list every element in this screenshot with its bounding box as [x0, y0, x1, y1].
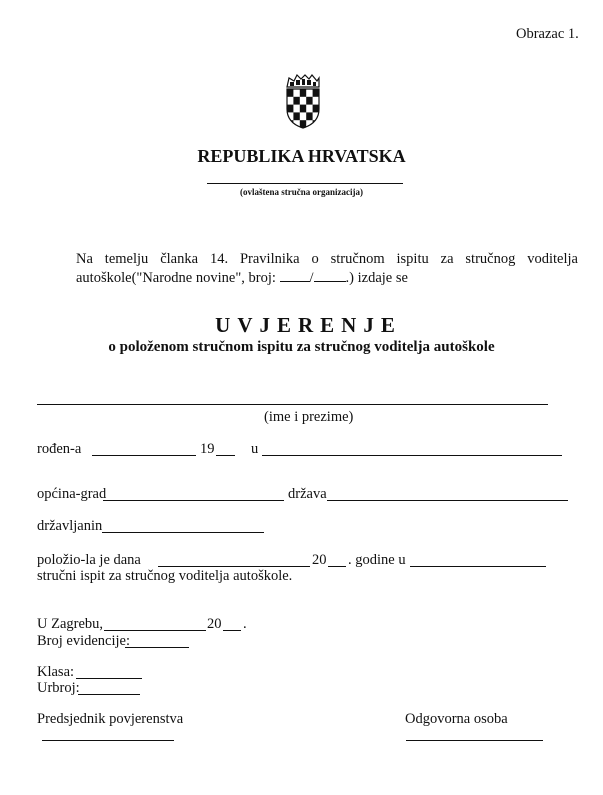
form-number: Obrazac 1.: [516, 26, 579, 42]
citizenship-label: državljanin: [37, 518, 103, 534]
birth-year-field[interactable]: [216, 455, 235, 456]
urbroj-field[interactable]: [78, 694, 140, 695]
exam-description: stručni ispit za stručnog voditelja autoškole.: [37, 568, 293, 584]
exam-year-field[interactable]: [328, 566, 346, 567]
klasa-field[interactable]: [76, 678, 142, 679]
coat-of-arms-icon: [283, 73, 323, 129]
citizenship-field[interactable]: [102, 532, 264, 533]
issue-date-field[interactable]: [104, 630, 206, 631]
intro-line-2: [76, 269, 408, 287]
passed-label: položio-la je dana: [37, 552, 141, 568]
president-label: Predsjednik povjerenstva: [37, 711, 184, 727]
evidence-number-field[interactable]: [125, 647, 189, 648]
intro-line-1: Na temelju članka 14. Pravilnika o stručnom ispitu za stručnog voditelja: [76, 251, 578, 267]
issue-year-field[interactable]: [223, 630, 241, 631]
exam-place-field[interactable]: [410, 566, 546, 567]
intro-suffix: .) izdaje se: [345, 270, 408, 286]
place-label: U Zagrebu,: [37, 616, 104, 632]
responsible-label: Odgovorna osoba: [405, 711, 508, 727]
intro-slash: /: [309, 270, 314, 286]
birth-year-prefix: 19: [200, 441, 215, 457]
responsible-signature-line[interactable]: [406, 740, 543, 741]
organization-caption: (ovlaštena stručna organizacija): [240, 187, 363, 197]
full-name-caption: (ime i prezime): [264, 409, 354, 425]
country-field[interactable]: [327, 500, 568, 501]
birth-place-field[interactable]: [262, 455, 562, 456]
born-label: rođen-a: [37, 441, 82, 457]
issue-year-prefix: 20: [207, 616, 222, 632]
exam-date-field[interactable]: [158, 566, 310, 567]
birth-date-field[interactable]: [92, 455, 196, 456]
issue-dot: .: [243, 616, 247, 632]
intro-prefix: autoškole("Narodne novine", broj:: [76, 270, 280, 286]
full-name-field[interactable]: [37, 404, 548, 405]
exam-year-prefix: 20: [312, 552, 327, 568]
certificate-subtitle: o položenom stručnom ispitu za stručnog voditelja autoškole: [108, 339, 495, 355]
gazette-year-blank[interactable]: [314, 269, 346, 282]
organization-line: [207, 183, 403, 184]
exam-place-label: . godine u: [348, 552, 406, 568]
evidence-label: Broj evidencije:: [37, 633, 131, 649]
birth-place-label: u: [251, 441, 259, 457]
certificate-title: UVJERENJE: [215, 313, 402, 337]
klasa-label: Klasa:: [37, 664, 75, 680]
country-label: država: [288, 486, 327, 502]
president-signature-line[interactable]: [42, 740, 174, 741]
municipality-field[interactable]: [103, 500, 284, 501]
urbroj-label: Urbroj:: [37, 680, 80, 696]
municipality-label: općina-grad: [37, 486, 107, 502]
gazette-issue-blank[interactable]: [280, 269, 310, 282]
country-title: REPUBLIKA HRVATSKA: [197, 146, 406, 166]
